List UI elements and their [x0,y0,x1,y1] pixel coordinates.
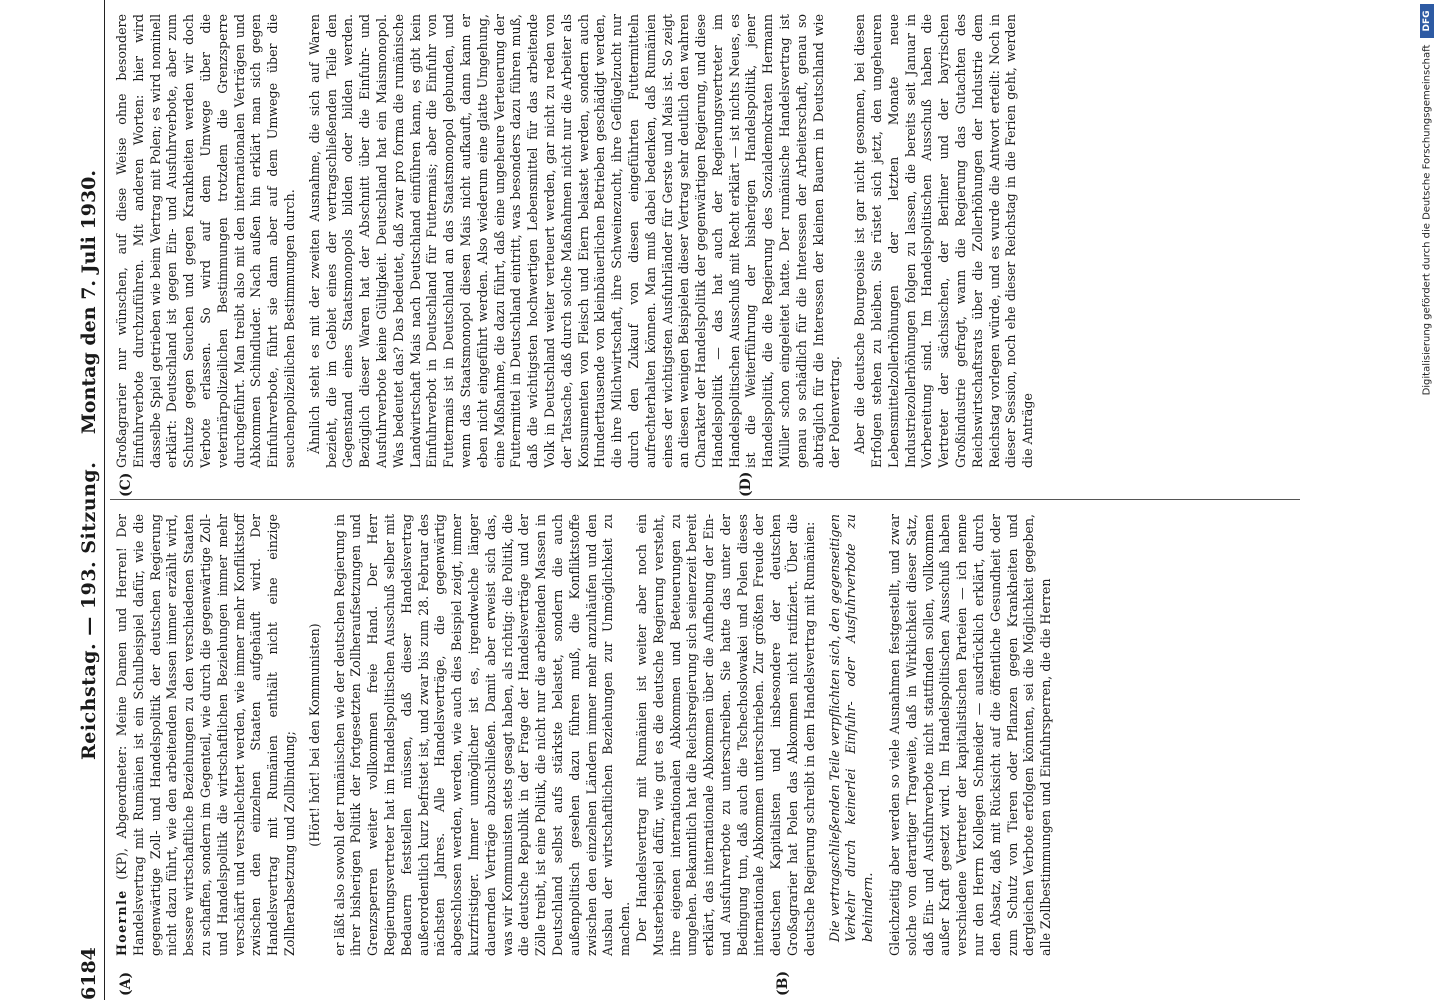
session-date: Montag den 7. Juli 1930. [78,170,100,435]
speech-paragraph: Der Handelsvertrag mit Rumänien ist weiter aber noch ein Musterbeispiel dafür, wie gut es die deutsche Regierung versteht, ihre eigenen internationalen Abkommen und Beteuerungen zu umgehen. Bekanntlich hat die Reichsregierung sich seinerzeit bereit erklärt, das internationale Abkommen über die Aufhebung der Ein- und Ausfuhrverbote zu unterschreiben. Sie hatte das unter der Bedingung tun, daß auch die Tschechoslowakei und Polen dieses internationale Abkommen unterschrieben. Zur größten Freude der deutschen Kapitalisten und insbesondere der deutschen Großagrarier hat Polen das Abkommen nicht ratifiziert. Über die deutsche Regierung schreibt in dem Handelsvertrag mit Rumänien: [633,514,817,956]
page-number: 6184 [78,947,100,1000]
digitization-strip [1420,0,1434,1000]
margin-marker-d: (D) [738,471,754,497]
quoted-clause: Die vertragschließenden Teile verpflichten sich, den gegenseitigen Verkehr durch keinerlei Einfuhr- oder Ausfuhrverbote zu behindern. [826,514,876,942]
speech-paragraph: Ähnlich steht es mit der zweiten Ausnahme, die sich auf Waren bezieht, die im Gebiet eines der vertragschließenden Teile den Gegenstand eines Staatsmonopols bilden oder bilden werden. Bezüglich dieser Waren hat der Abschnitt über die Einfuhr- und Ausfuhrverbote keine Gültigkeit. Deutschland hat ein Maismonopol. Was bedeutet das? Das bedeutet, daß zwar pro forma die rumänische Landwirtschaft Mais nach Deutschland einführen kann, es gibt kein Einfuhrverbot in Deutschland für Futtermais; aber die Einfuhr von Futtermais ist in Deutschland an das Staatsmonopol gebunden, und wenn das Staatsmonopol diesen Mais nicht aufkauft, dann kann er eben nicht eingeführt werden. Also wiederum eine glatte Umgehung, eine Maßnahme, die dazu führt, daß eine ungeheure Verteuerung der Futtermittel in Deutschland eintritt, was besonders dazu führen muß, daß die wichtigsten hochwertigen Lebensmittel für das arbeitende Volk in Deutschland weiter verteuert werden, gar nicht zu reden von der Tatsache, daß durch solche Maßnahmen nicht nur die Arbeiter als Konsumenten von Fleisch und Eiern belastet werden, sondern auch Hunderttausende von kleinbäuerlichen Betrieben geschädigt werden, die ihre Milchwirtschaft, ihre Schweinezucht, ihre Geflügelzucht nur durch den Zukauf von diesen eingeführten Futtermitteln aufrechterhalten können. Man muß dabei bedenken, daß Rumänien eines der wichtigsten Ausfuhrländer für Gerste und Mais ist. So zeigt an diesen wenigen Beispielen dieser Vertrag sehr deutlich den wahren Charakter der Handelspolitik der gegenwärtigen Regierung, und diese Handelspolitik — das hat auch der Regierungsvertreter im Handelspolitischen Ausschuß mit Recht erklärt — ist nichts Neues, es ist die Weiterführung der bisherigen Handelspolitik, jener Handelspolitik, die die Regierung des Sozialdemokraten Hermann Müller schon eingeleitet hatte. Der rumänische Handelsvertrag ist genau so schädlich für die Interessen der Arbeiterschaft, genau so abträglich für die Interessen der kleinen Bauern in Deutschland wie der Polenvertrag. [306,14,843,468]
left-column [114,514,1055,956]
dfg-logo: DFG [1420,4,1434,38]
right-column [114,14,1037,468]
header-rule [104,0,105,1000]
interjection: (Hört! hört! bei den Kommunisten) [306,623,322,847]
document-page [70,0,1300,1000]
margin-marker-b: (B) [775,970,791,996]
speech-paragraph: Aber die deutsche Bourgeoisie ist gar nicht gesonnen, bei diesen Erfolgen stehen zu bleiben. Sie rüstet sich jetzt, den ungeheuren Lebensmittelzollerhöhungen der letzten Monate neue Industriezollerhöhungen folgen zu lassen, die bereits seit Januar in Vorbereitung sind. Im Handelspolitischen Ausschuß haben die Vertreter der sächsischen, der Berliner und der bayrischen Großindustrie gefragt, wann die Regierung das Gutachten des Reichswirtschaftsrats über die Zollerhöhungen der Industrie dem Reichstag vorlegen würde, und es wurde die Antwort erteilt: Noch in dieser Session, noch ehe dieser Reichstag in die Ferien geht, werden die Anträge [852,14,1036,468]
margin-marker-c: (C) [118,472,134,497]
page-title: Reichstag. — 193. Sitzung. [78,461,100,760]
column-divider [110,499,1300,500]
speaker-name: Hoernle [114,889,129,956]
speech-paragraph: Großagrarier nur wünschen, auf diese Weise ohne besondere Einfuhrverbote durchzuführen. Mit anderen Worten: hier wird dasselbe Spiel getrieben wie beim Vertrag mit Polen; es wird nominell erklärt: Deutschland ist gegen Ein- und Ausfuhrverbote, aber zum Schutze gegen Seuchen und gegen Krankheiten werden wir doch Verbote erlassen. So wird auf dem Umwege über die veterinärpolizeilichen Bestimmungen trotzdem die Grenzsperre durchgeführt. Man treibt also mit den internationalen Verträgen und Abkommen Schindluder. Nach außen hin erklärt man sich gegen Einfuhrverbote, führt sie dann aber auf dem Umwege über die seuchenpolizeilichen Bestimmungen durch. [114,14,297,468]
speech-paragraph: Gleichzeitig aber werden so viele Ausnahmen festgestellt, und zwar solche von derartiger Tragweite, daß in Wirklichkeit dieser Satz, daß Ein- und Ausfuhrverbote nicht stattfinden sollen, vollkommen außer Kraft gesetzt wird. Im Handelspolitischen Ausschuß haben verschiedene Vertreter der kapitalistischen Parteien — ich nenne nur den Herrn Kollegen Schneider — ausdrücklich erklärt, durch den Absatz, daß mit Rücksicht auf die öffentliche Gesundheit oder zum Schutz von Tieren oder Pflanzen gegen Krankheiten und dergleichen Verbote erfolgen könnten, sei die Möglichkeit gegeben, alle Zollbestimmungen und Einfuhrsperren, die die Herren [887,514,1054,956]
digitization-credit: Digitalisierung gefördert durch die Deutsche Forschungsgemeinschaft [1421,44,1433,395]
speech-paragraph: Hoernle (KP), Abgeordneter: Meine Damen und Herren! Der Handelsvertrag mit Rumänien ist ein Schulbeispiel dafür, wie die gegenwärtige Zoll- und Handelspolitik der deutschen Regierung nicht dazu führt, wie den arbeitenden Massen immer erzählt wird, bessere wirtschaftliche Beziehungen zu den verschiedenen Staaten zu schaffen, sondern im Gegenteil, wie durch die gegenwärtige Zoll- und Handelspolitik die wirtschaftlichen Beziehungen immer mehr verschärft und verschlechtert werden, wie immer mehr Konfliktstoff zwischen den einzelnen Staaten aufgehäuft wird. Der Handelsvertrag mit Rumänien enthält nicht eine einzige Zollherabsetzung und Zollbindung; [114,514,297,956]
margin-marker-a: (A) [118,971,134,996]
speech-paragraph: er läßt also sowohl der rumänischen wie der deutschen Regierung in ihrer bisherigen Politik der fortgesetzten Zollheraufsetzungen und Grenzsperren weiter vollkommen freie Hand. Der Herr Regierungsvertreter hat im Handelspolitischen Ausschuß selber mit Bedauern feststellen müssen, daß dieser Handelsvertrag außerordentlich kurz befristet ist, und zwar bis zum 28. Februar des nächsten Jahres. Alle Handelsverträge, die gegenwärtig abgeschlossen werden, werden, wie auch dies Beispiel zeigt, immer kurzfristiger. Immer unmöglicher ist es, irgendwelche länger dauernden Verträge abzuschließen. Damit aber erweist sich das, was wir Kommunisten stets gesagt haben, als richtig: die Politik, die die deutsche Republik in der Frage der Handelsverträge und der Zölle treibt, ist eine Politik, die nicht nur die arbeitenden Massen in Deutschland selbst aufs stärkste belastet, sondern die auch außenpolitisch gesehen dazu führen muß, die Konfliktstoffe zwischen den einzelnen Ländern immer mehr anzuhäufen und den Ausbau der wirtschaftlichen Beziehungen zur Unmöglichkeit zu machen. [331,514,633,956]
